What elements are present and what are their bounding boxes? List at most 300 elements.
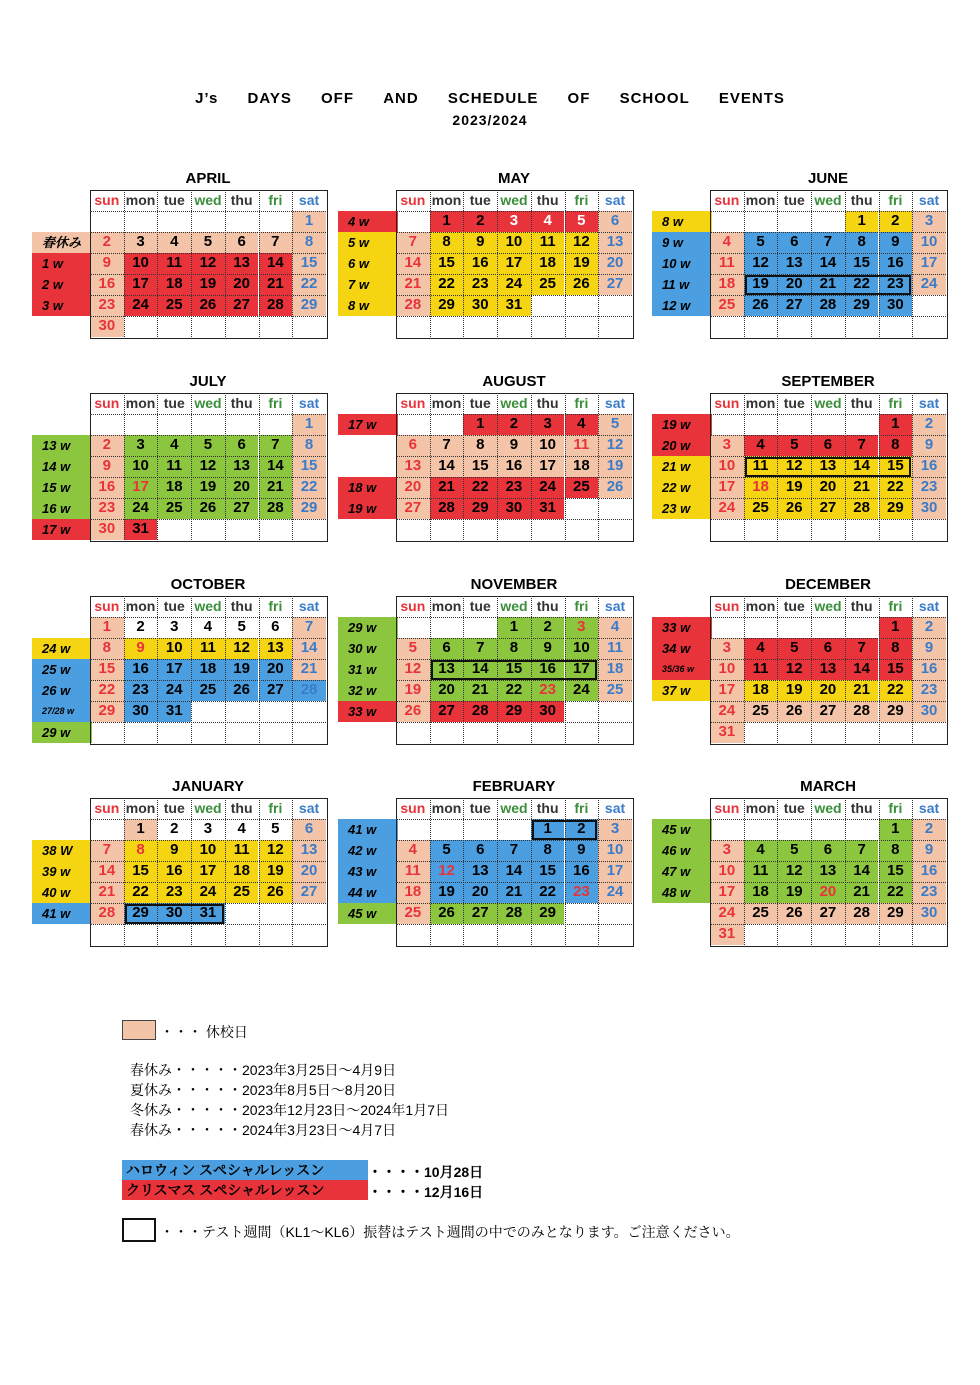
day-cell: 13: [225, 253, 259, 274]
day-cell: 28: [259, 498, 293, 519]
day-cell: 4: [565, 414, 599, 435]
day-cell: 29: [124, 903, 158, 924]
weekday-header: wed: [194, 800, 222, 816]
day-cell: 28: [463, 701, 497, 722]
day-cell: 14: [845, 456, 879, 477]
day-cell: 22: [463, 477, 497, 498]
day-cell: 25: [531, 274, 565, 295]
grid-line: [531, 393, 532, 540]
day-cell: 3: [124, 232, 158, 253]
grid-line: [811, 798, 812, 945]
day-cell: 16: [90, 477, 124, 498]
day-cell: 14: [811, 253, 845, 274]
day-cell: 12: [744, 253, 778, 274]
weekday-header: sat: [918, 395, 940, 411]
day-cell: 10: [124, 253, 158, 274]
week-label: 3 w: [32, 295, 92, 316]
grid-line: [710, 840, 946, 841]
grid-line: [463, 190, 464, 337]
week-label: 5 w: [338, 232, 398, 253]
day-cell: 2: [90, 232, 124, 253]
day-cell: 5: [191, 232, 225, 253]
day-cell: 6: [430, 638, 464, 659]
day-cell: 30: [90, 316, 124, 337]
day-cell: 22: [292, 274, 326, 295]
month-name: FEBRUARY: [472, 778, 556, 795]
day-cell: 7: [811, 232, 845, 253]
day-cell: 15: [292, 456, 326, 477]
grid-line: [124, 393, 125, 540]
grid-line: [710, 498, 946, 499]
day-cell: 13: [259, 638, 293, 659]
day-cell: 23: [497, 477, 531, 498]
day-cell: 16: [124, 659, 158, 680]
grid-line: [598, 393, 599, 540]
day-cell: 23: [912, 477, 946, 498]
day-cell: 8: [292, 232, 326, 253]
grid-line: [710, 924, 946, 925]
grid-line: [90, 617, 326, 618]
day-cell: 19: [396, 680, 430, 701]
day-cell: 20: [811, 680, 845, 701]
day-cell: 24: [565, 680, 599, 701]
grid-line: [191, 393, 192, 540]
day-cell: 2: [879, 211, 913, 232]
day-cell: 12: [191, 456, 225, 477]
day-cell: 4: [744, 840, 778, 861]
week-label: 12 w: [652, 295, 712, 316]
grid-line: [259, 596, 260, 743]
grid-line: [710, 861, 946, 862]
weekday-header: sat: [298, 598, 320, 614]
grid-line: [191, 596, 192, 743]
day-cell: 26: [777, 498, 811, 519]
day-cell: 21: [845, 680, 879, 701]
day-cell: 4: [237, 820, 246, 837]
day-cell: 30: [124, 701, 158, 722]
day-cell: 9: [912, 435, 946, 456]
title-word: DAYS: [247, 90, 292, 107]
week-label: 43 w: [338, 861, 398, 882]
test-week-box: [532, 820, 597, 840]
grid-line: [463, 798, 464, 945]
day-cell: 1: [124, 819, 158, 840]
grid-line: [710, 617, 946, 618]
day-cell: 29: [292, 295, 326, 316]
day-cell: 26: [259, 882, 293, 903]
day-cell: 8: [90, 638, 124, 659]
day-cell: 1: [531, 819, 565, 840]
week-label: 19 w: [338, 498, 398, 519]
day-cell: 16: [565, 861, 599, 882]
day-cell: 30: [912, 903, 946, 924]
day-cell: 17: [565, 659, 599, 680]
day-cell: 20: [811, 882, 845, 903]
grid-line: [396, 638, 632, 639]
day-cell: 16: [912, 861, 946, 882]
day-cell: 13: [430, 659, 464, 680]
weekday-header: sat: [604, 800, 626, 816]
day-cell: 22: [292, 477, 326, 498]
day-cell: 15: [879, 659, 913, 680]
day-cell: 6: [271, 618, 280, 635]
day-cell: 31: [710, 722, 744, 743]
day-cell: 21: [463, 680, 497, 701]
day-cell: 7: [259, 232, 293, 253]
weekday-header: wed: [814, 192, 842, 208]
grid-line: [531, 190, 532, 337]
week-label: 23 w: [652, 498, 712, 519]
week-label: 41 w: [32, 903, 92, 924]
day-cell: 4: [157, 435, 191, 456]
day-cell: 31: [124, 519, 158, 540]
day-cell: 27: [811, 498, 845, 519]
grid-line: [90, 659, 326, 660]
day-cell: 8: [845, 232, 879, 253]
weekday-header: mon: [745, 395, 776, 411]
grid-line: [710, 253, 946, 254]
grid-line: [292, 596, 293, 743]
day-cell: 7: [845, 435, 879, 456]
day-cell: 31: [531, 498, 565, 519]
day-cell: 14: [845, 861, 879, 882]
day-cell: 23: [463, 274, 497, 295]
weekday-header: sun: [400, 598, 426, 614]
day-cell: 6: [396, 435, 430, 456]
day-cell: 6: [811, 638, 845, 659]
day-cell: 10: [565, 638, 599, 659]
week-label: 48 w: [652, 882, 712, 903]
weekday-header: sat: [918, 598, 940, 614]
day-cell: 30: [157, 903, 191, 924]
day-cell: 24: [710, 903, 744, 924]
day-cell: 31: [497, 295, 531, 316]
weekday-header: mon: [745, 192, 776, 208]
week-label: 2 w: [32, 274, 92, 295]
day-cell: 11: [225, 840, 259, 861]
day-cell: 14: [463, 659, 497, 680]
grid-line: [710, 519, 946, 520]
day-cell: 15: [879, 861, 913, 882]
day-cell: 20: [292, 861, 326, 882]
day-cell: 15: [497, 659, 531, 680]
grid-line: [90, 414, 326, 415]
grid-line: [912, 190, 913, 337]
day-cell: 27: [225, 295, 259, 316]
week-label: 1 w: [32, 253, 92, 274]
grid-line: [90, 274, 326, 275]
grid-line: [90, 456, 326, 457]
grid-line: [845, 798, 846, 945]
day-cell: 19: [777, 477, 811, 498]
weekday-header: tue: [163, 800, 185, 816]
off-day-swatch: [122, 1020, 156, 1040]
weekday-header: mon: [745, 800, 776, 816]
day-cell: 26: [744, 295, 778, 316]
day-cell: 28: [259, 295, 293, 316]
day-cell: 23: [879, 274, 913, 295]
week-label: 21 w: [652, 456, 712, 477]
day-cell: 28: [292, 680, 326, 701]
grid-line: [225, 190, 226, 337]
day-cell: 22: [90, 680, 124, 701]
day-cell: 5: [777, 638, 811, 659]
week-label: 33 w: [338, 701, 398, 722]
weekday-header: wed: [500, 598, 528, 614]
day-cell: 9: [912, 638, 946, 659]
grid-line: [598, 596, 599, 743]
weekday-header: tue: [783, 192, 805, 208]
grid-line: [879, 596, 880, 743]
day-cell: 28: [845, 701, 879, 722]
test-week-box: [125, 904, 224, 924]
week-label: 41 w: [338, 819, 398, 840]
grid-line: [710, 722, 946, 723]
day-cell: 19: [777, 882, 811, 903]
grid-line: [90, 498, 326, 499]
day-cell: 26: [191, 295, 225, 316]
grid-line: [845, 190, 846, 337]
weekday-header: thu: [230, 395, 253, 411]
week-label: 44 w: [338, 882, 398, 903]
weekday-header: tue: [783, 395, 805, 411]
day-cell: 19: [777, 680, 811, 701]
day-cell: 27: [598, 274, 632, 295]
day-cell: 2: [912, 819, 946, 840]
day-cell: 8: [292, 435, 326, 456]
day-cell: 9: [463, 232, 497, 253]
grid-line: [430, 393, 431, 540]
day-cell: 8: [879, 638, 913, 659]
day-cell: 23: [157, 882, 191, 903]
day-cell: 24: [598, 882, 632, 903]
grid-line: [710, 414, 946, 415]
day-cell: 20: [225, 274, 259, 295]
day-cell: 3: [710, 840, 744, 861]
week-label: 19 w: [652, 414, 712, 435]
weekday-header: thu: [536, 800, 559, 816]
grid-line: [710, 701, 946, 702]
day-cell: 19: [191, 274, 225, 295]
month-name: JANUARY: [172, 778, 244, 795]
day-cell: 10: [710, 659, 744, 680]
day-cell: 14: [430, 456, 464, 477]
day-cell: 26: [191, 498, 225, 519]
weekday-header: sun: [400, 192, 426, 208]
day-cell: 23: [90, 295, 124, 316]
day-cell: 26: [565, 274, 599, 295]
month-name: APRIL: [185, 170, 231, 187]
day-cell: 12: [191, 253, 225, 274]
day-cell: 24: [191, 882, 225, 903]
weekday-header: mon: [745, 598, 776, 614]
grid-line: [225, 596, 226, 743]
day-cell: 15: [845, 253, 879, 274]
day-cell: 28: [811, 295, 845, 316]
weekday-header: sun: [714, 192, 740, 208]
day-cell: 29: [531, 903, 565, 924]
day-cell: 3: [124, 435, 158, 456]
day-cell: 22: [531, 882, 565, 903]
test-week-label: ・・・テスト週間（KL1〜KL6）振替はテスト週間の中でのみとなります。ご注意ください。: [160, 1224, 740, 1240]
day-cell: 24: [157, 680, 191, 701]
day-cell: 8: [531, 840, 565, 861]
day-cell: 7: [90, 840, 124, 861]
day-cell: 30: [912, 498, 946, 519]
day-cell: 31: [157, 701, 191, 722]
grid-line: [90, 316, 326, 317]
week-label: 29 w: [32, 722, 92, 743]
weekday-header: thu: [536, 192, 559, 208]
weekday-header: mon: [431, 598, 462, 614]
day-cell: 3: [710, 638, 744, 659]
day-cell: 18: [565, 456, 599, 477]
week-label: 6 w: [338, 253, 398, 274]
day-cell: 19: [565, 253, 599, 274]
day-cell: 12: [777, 456, 811, 477]
grid-line: [90, 435, 326, 436]
title-word: SCHOOL: [619, 90, 690, 107]
day-cell: 18: [396, 882, 430, 903]
day-cell: 1: [90, 617, 124, 638]
day-cell: 26: [777, 701, 811, 722]
day-cell: 27: [396, 498, 430, 519]
title-word: J’s: [195, 90, 219, 107]
weekday-header: sat: [298, 395, 320, 411]
day-cell: 26: [777, 903, 811, 924]
day-cell: 13: [292, 840, 326, 861]
day-cell: 20: [396, 477, 430, 498]
day-cell: 15: [879, 456, 913, 477]
week-label: 17 w: [32, 519, 92, 540]
day-cell: 8: [463, 435, 497, 456]
grid-line: [744, 190, 745, 337]
day-cell: 1: [845, 211, 879, 232]
grid-line: [396, 680, 632, 681]
day-cell: 17: [124, 477, 158, 498]
day-cell: 14: [845, 659, 879, 680]
day-cell: 1: [430, 211, 464, 232]
day-cell: 5: [598, 414, 632, 435]
weekday-header: mon: [431, 800, 462, 816]
day-cell: 4: [710, 232, 744, 253]
day-cell: 17: [124, 274, 158, 295]
grid-line: [598, 190, 599, 337]
weekday-header: thu: [230, 192, 253, 208]
grid-line: [879, 798, 880, 945]
week-label: 10 w: [652, 253, 712, 274]
day-cell: 10: [191, 840, 225, 861]
weekday-header: fri: [888, 800, 903, 816]
weekday-header: sun: [714, 598, 740, 614]
weekday-header: thu: [230, 598, 253, 614]
grid-line: [912, 393, 913, 540]
halloween-lesson-label: ハロウィン スペシャルレッスン: [122, 1160, 368, 1180]
day-cell: 9: [124, 638, 158, 659]
day-cell: 14: [259, 253, 293, 274]
grid-line: [565, 393, 566, 540]
grid-line: [259, 798, 260, 945]
day-cell: 29: [497, 701, 531, 722]
day-cell: 1: [879, 819, 913, 840]
day-cell: 11: [157, 253, 191, 274]
grid-line: [912, 596, 913, 743]
week-label: 17 w: [338, 414, 398, 435]
week-label: 20 w: [652, 435, 712, 456]
day-cell: 13: [463, 861, 497, 882]
day-cell: 30: [531, 701, 565, 722]
test-week-box: [745, 275, 912, 295]
day-cell: 5: [565, 211, 599, 232]
day-cell: 5: [237, 618, 246, 635]
day-cell: 3: [912, 211, 946, 232]
week-label: 46 w: [652, 840, 712, 861]
grid-line: [710, 903, 946, 904]
grid-line: [710, 316, 946, 317]
month-name: MARCH: [800, 778, 856, 795]
day-cell: 2: [136, 618, 145, 635]
day-cell: 19: [598, 456, 632, 477]
grid-line: [90, 253, 326, 254]
day-cell: 8: [430, 232, 464, 253]
grid-line: [396, 861, 632, 862]
day-cell: 28: [396, 295, 430, 316]
grid-line: [90, 882, 326, 883]
grid-line: [710, 211, 946, 212]
grid-line: [90, 211, 326, 212]
grid-line: [396, 211, 632, 212]
weekday-header: wed: [814, 800, 842, 816]
day-cell: 14: [259, 456, 293, 477]
day-cell: 15: [430, 253, 464, 274]
day-cell: 13: [396, 456, 430, 477]
day-cell: 22: [430, 274, 464, 295]
grid-line: [497, 393, 498, 540]
day-cell: 27: [463, 903, 497, 924]
week-label: 35/36 w: [652, 659, 712, 680]
grid-line: [124, 190, 125, 337]
day-cell: 2: [912, 414, 946, 435]
grid-line: [396, 316, 632, 317]
halloween-lesson-date: ・・・・10月28日: [368, 1164, 484, 1180]
grid-line: [396, 519, 632, 520]
day-cell: 8: [879, 435, 913, 456]
week-label: 30 w: [338, 638, 398, 659]
weekday-header: sun: [400, 800, 426, 816]
day-cell: 29: [90, 701, 124, 722]
weekday-header: thu: [536, 395, 559, 411]
week-label: 25 w: [32, 659, 92, 680]
day-cell: 17: [912, 253, 946, 274]
day-cell: 19: [225, 659, 259, 680]
grid-line: [292, 393, 293, 540]
week-label: 24 w: [32, 638, 92, 659]
week-label: 7 w: [338, 274, 398, 295]
grid-line: [845, 596, 846, 743]
week-label: 14 w: [32, 456, 92, 477]
holiday-line: 春休み・・・・・2023年3月25日〜4月9日: [130, 1062, 397, 1078]
day-cell: 12: [396, 659, 430, 680]
grid-line: [259, 393, 260, 540]
title-word: SCHEDULE: [447, 90, 539, 107]
day-cell: 18: [744, 477, 778, 498]
holiday-line: 冬休み・・・・・2023年12月23日〜2024年1月7日: [130, 1102, 450, 1118]
weekday-header: sat: [604, 395, 626, 411]
day-cell: 21: [90, 882, 124, 903]
grid-line: [710, 819, 946, 820]
grid-line: [157, 393, 158, 540]
day-cell: 12: [225, 638, 259, 659]
